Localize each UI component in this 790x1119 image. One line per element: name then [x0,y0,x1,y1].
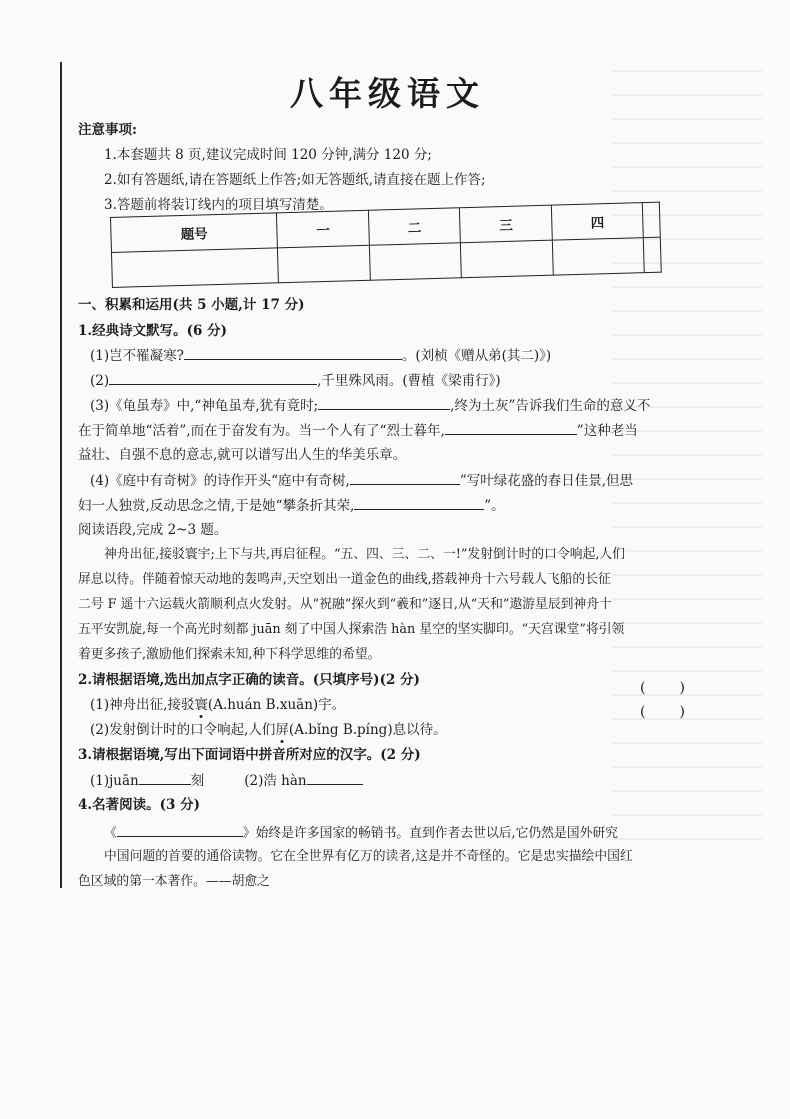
question-3-stem: 3.请根据语境,写出下面词语中拼音所对应的汉字。(2 分) [78,747,421,763]
question-2-stem: 2.请根据语境,选出加点字正确的读音。(只填序号)(2 分) [78,672,420,688]
bracket-open: ( [640,680,646,696]
answer-blank[interactable] [117,823,243,837]
q3-items [90,771,363,790]
q3-item-1-suffix: 刻 [190,773,205,789]
q2-item-1-options: (A.huán B.xuān)宇。 [207,697,346,713]
q1-part-1-text: (1)岂不罹凝寒? [90,348,184,364]
score-table-header: 二 [368,208,460,246]
q1-part-4-text: ”。 [484,498,505,514]
notice-item-1: 1.本套题共 8 页,建议完成时间 120 分钟,满分 120 分; [104,147,432,163]
reading-intro: 阅读语段,完成 2~3 题。 [78,522,228,538]
answer-blank[interactable] [307,771,363,785]
book-title-open: 《 [104,826,117,841]
answer-blank[interactable] [318,396,450,410]
q1-part-1-source: 。(刘桢《赠从弟(其二)》) [401,348,552,364]
answer-blank[interactable] [354,496,484,510]
answer-blank[interactable] [109,371,317,385]
answer-blank[interactable] [184,346,402,360]
answer-blank[interactable] [350,471,460,485]
question-1-stem: 1.经典诗文默写。(6 分) [78,323,227,339]
q2-item-1 [90,696,345,714]
passage-line: 神舟出征,接驳寰宇;上下与共,再启征程。“五、四、三、二、一!”发射倒计时的口令响起,人们 [104,547,626,562]
q3-item-1-label: (1)juān [90,773,139,789]
score-table-header [643,202,661,237]
bracket-open: ( [640,704,646,720]
q1-part-3-text: ,终为土灰”告诉我们生命的意义不 [450,398,651,414]
q1-part-3-text: (3)《龟虽寿》中,“神龟虽寿,犹有竟时; [90,398,319,414]
passage-line: 着更多孩子,激励他们探索未知,种下科学思维的希望。 [78,647,381,662]
passage-line: 屏息以待。伴随着惊天动地的轰鸣声,天空划出一道金色的曲线,搭载神舟十六号载人飞船的长征 [78,572,611,587]
bracket-close: ) [679,704,685,720]
q1-part-3-line-1 [90,396,650,415]
q1-part-2 [90,371,501,390]
q1-part-3-text: 在于简单地“活着”,而在于奋发有为。当一个人有了“烈士暮年, [78,423,445,439]
q1-part-3-line-2 [78,421,638,440]
answer-bracket[interactable] [640,680,685,696]
bracket-close: ) [679,680,685,696]
q1-part-1 [90,346,551,365]
q1-part-4-text: ”写叶绿花盛的春日佳景,但思 [459,473,634,489]
q4-line-1-text: 》始终是许多国家的畅销书。直到作者去世以后,它仍然是国外研究 [242,826,618,841]
notice-item-3: 3.答题前将装订线内的项目填写清楚。 [104,197,333,213]
q3-item-2-label: (2)浩 hàn [244,773,307,789]
passage-line: 五平安凯旋,每一个高光时刻都 juān 刻了中国人探索浩 hàn 星空的坚实脚印。“天宫课堂”将引领 [78,622,625,637]
score-table [110,202,662,283]
passage-line: 二号 F 遥十六运载火箭顺利点火发射。从“祝融”探火到“羲和”逐日,从“天和”遨游星辰到神舟十 [78,597,612,612]
notice-heading: 注意事项: [78,122,137,138]
answer-blank[interactable] [445,421,577,435]
score-cell[interactable] [278,245,370,283]
score-table-header: 题号 [111,213,278,253]
q1-part-4-text: 妇一人独赏,反动思念之情,于是她“攀条折其荣, [78,498,355,514]
binding-line [60,62,62,888]
score-table-header: 四 [551,203,643,241]
score-table-header: 一 [277,210,369,248]
q1-part-2-source: ,千里殊风雨。(曹植《梁甫行》) [317,373,501,389]
answer-blank[interactable] [139,771,191,785]
dotted-character: 屏 [275,722,289,738]
q2-item-1-text: (1)神舟出征,接驳 [90,697,195,713]
page-title: 八年级语文 [290,74,485,113]
score-cell[interactable] [111,248,278,288]
score-cell[interactable] [644,237,662,272]
section-heading: 一、积累和运用(共 5 小题,计 17 分) [78,297,305,313]
q1-part-4-line-2 [78,496,505,515]
q2-item-2-options: (A.bǐng B.píng)息以待。 [288,722,447,738]
score-table-header: 三 [460,205,552,243]
q2-item-2 [90,721,447,739]
q2-item-2-text: (2)发射倒计时的口令响起,人们 [90,722,276,738]
dotted-character: 寰 [194,697,208,713]
q1-part-4-line-1 [90,471,633,490]
answer-bracket[interactable] [640,704,685,720]
q1-part-3-text: ”这种老当 [576,423,638,439]
score-cell[interactable] [369,243,461,281]
q4-line-3: 色区域的第一本著作。——胡愈之 [78,874,270,889]
q1-part-4-text: (4)《庭中有奇树》的诗作开头“庭中有奇树, [90,473,350,489]
notice-item-2: 2.如有答题纸,请在答题纸上作答;如无答题纸,请直接在题上作答; [104,172,486,188]
bleed-through-texture [612,70,762,850]
q4-line-2: 中国问题的首要的通俗读物。它在全世界有亿万的读者,这是并不奇怪的。它是忠实描绘中国红 [104,849,633,864]
score-cell[interactable] [461,240,553,278]
q1-part-3-line-3: 益壮、自强不息的意志,就可以谱写出人生的华美乐章。 [78,447,407,463]
q4-line-1 [104,823,618,843]
q1-part-2-label: (2) [90,373,110,389]
question-4-stem: 4.名著阅读。(3 分) [78,797,200,813]
score-cell[interactable] [552,238,644,276]
